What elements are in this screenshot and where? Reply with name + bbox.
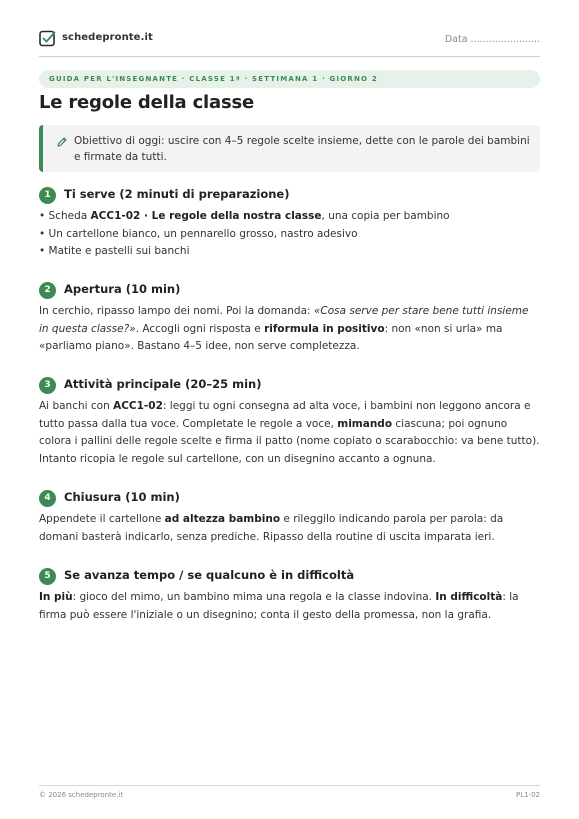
section-number-badge: 2: [39, 282, 56, 299]
section-number-badge: 4: [39, 490, 56, 507]
section-opening: [39, 281, 540, 356]
section-title: Ti serve (2 minuti di preparazione): [64, 187, 290, 201]
objective-text: Obiettivo di oggi: uscire con 4–5 regole scelte insieme, dette con le parole dei bambini e firmate da tutti.: [74, 135, 530, 163]
copyright-text: © 2026 schedepronte.it: [39, 791, 124, 799]
pencil-icon: [56, 136, 68, 148]
list-item: • Matite e pastelli sui banchi: [39, 245, 190, 257]
section-title: Attività principale (20–25 min): [64, 377, 262, 391]
section-paragraph: In cerchio, ripasso lampo dei nomi. Poi la domanda: «Cosa serve per stare bene tutti insieme in questa classe?». Accogli ogni risposta e riformula in positivo: non «non si urla» ma «parliamo piano». Bastano 4–5 idee, non serve completezza.: [39, 305, 529, 352]
section-title: Se avanza tempo / se qualcuno è in difficoltà: [64, 568, 355, 582]
section-main-activity: [39, 376, 540, 468]
page-footer: [39, 785, 540, 799]
objective-callout: [39, 125, 540, 172]
section-paragraph: Appendete il cartellone ad altezza bambino e rileggilo indicando parola per parola: da domani basterà indicarlo, senza prediche. Ripasso della routine di uscita imparata ieri.: [39, 513, 504, 543]
section-extra-difficulty: [39, 567, 540, 624]
page-header: [39, 28, 540, 57]
section-number-badge: 3: [39, 377, 56, 394]
section-closing: [39, 489, 540, 546]
page-title: Le regole della classe: [39, 92, 254, 113]
brand-name: schedepronte.it: [62, 32, 153, 43]
section-title: Apertura (10 min): [64, 282, 181, 296]
list-item: • Un cartellone bianco, un pennarello grosso, nastro adesivo: [39, 227, 358, 240]
materials-list: [39, 208, 540, 261]
checkbox-logo-icon: [39, 30, 56, 47]
section-materials: [39, 186, 540, 261]
date-field: Data .......................: [444, 34, 540, 45]
list-item: • Scheda ACC1-02 · Le regole della nostra classe, una copia per bambino: [39, 210, 450, 222]
section-number-badge: 5: [39, 568, 56, 585]
guide-label-strip: GUIDA PER L'INSEGNANTE · CLASSE 1ª · SETTIMANA 1 · GIORNO 2: [39, 70, 540, 88]
section-title: Chiusura (10 min): [64, 490, 180, 504]
section-number-badge: 1: [39, 187, 56, 204]
section-paragraph: Ai banchi con ACC1-02: leggi tu ogni consegna ad alta voce, i bambini non leggono ancora e tutto passa dalla tua voce. Completate le regole a voce, mimando ciascuna; poi ognuno colora i pallini delle regole scelte e firma il patto (nome copiato o scarabocchio: va bene tutto). Intanto ricopia le regole sul cartellone, con un disegnino accanto a ognuna.: [39, 400, 540, 465]
section-paragraph: In più: gioco del mimo, un bambino mima una regola e la classe indovina. In difficoltà: la firma può essere l'iniziale o un disegnino; conta il gesto della promessa, non la grafia.: [39, 591, 519, 621]
page-code: PL1-02: [515, 791, 540, 799]
